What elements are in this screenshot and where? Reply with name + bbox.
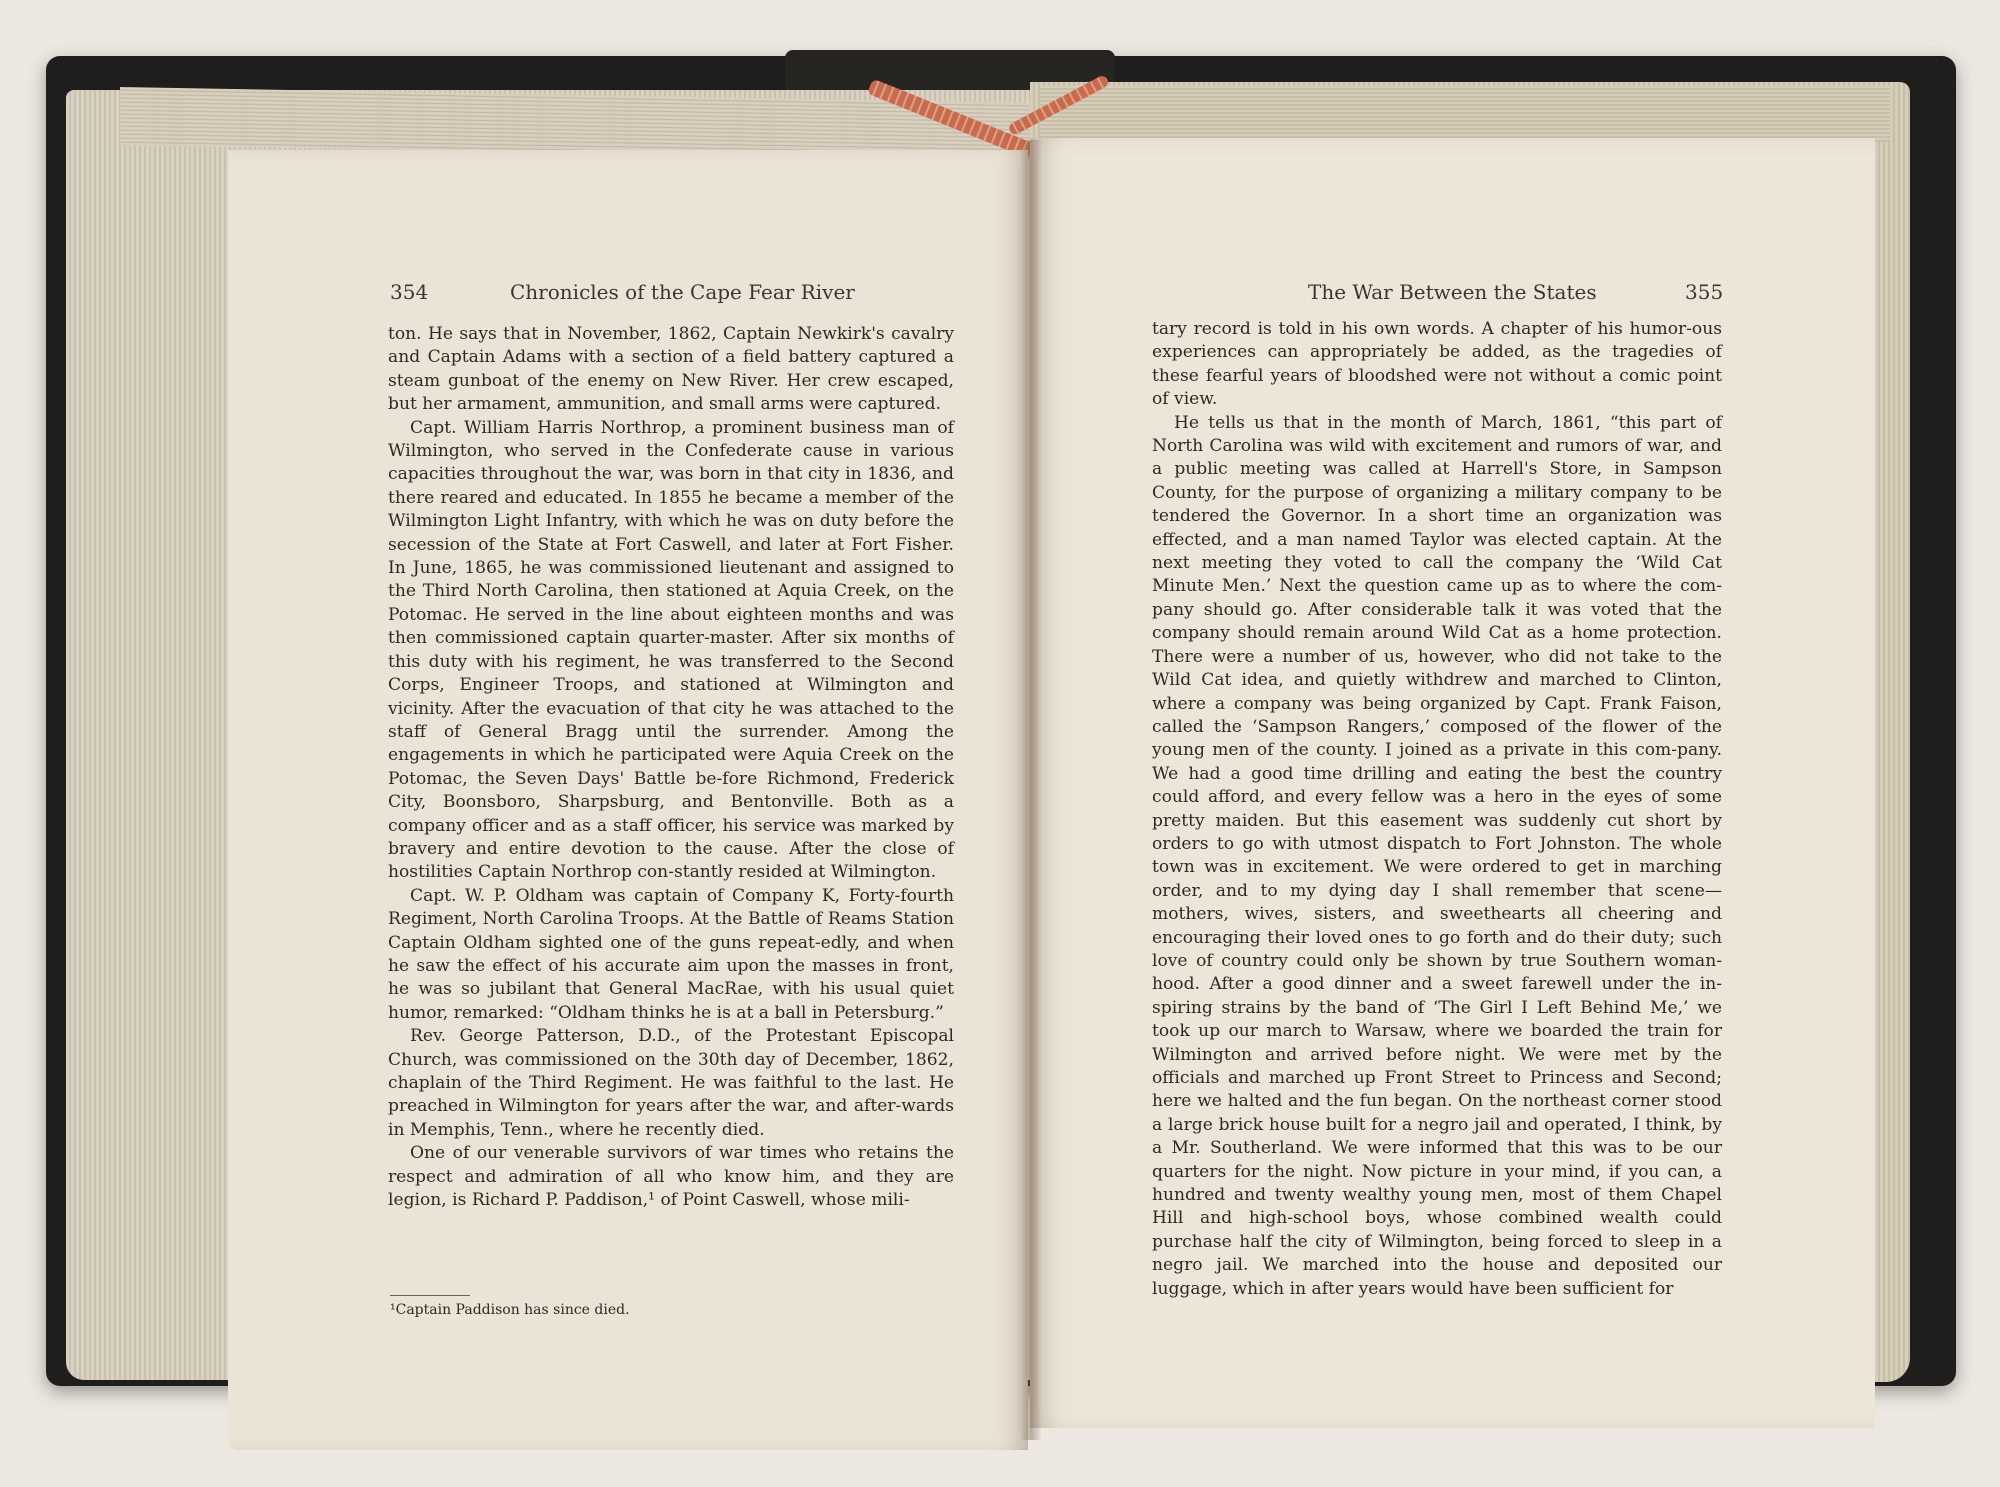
- left-running-head: Chronicles of the Cape Fear River: [510, 280, 855, 304]
- footnote: ¹Captain Paddison has since died.: [390, 1302, 630, 1318]
- left-page-body: [388, 323, 954, 1212]
- left-paragraph: Rev. George Patterson, D.D., of the Protestant Episcopal Church, was commissioned on the 30th day of December, 1862, chaplain of the Third Regiment. He was faithful to the last. He preached in Wilmington for years after the war, and after-wards in Memphis, Tenn., where he recently died.: [388, 1026, 954, 1140]
- left-paragraph: Capt. William Harris Northrop, a prominent business man of Wilmington, who served in the Confederate cause in various capacities throughout the war, was born in that city in 1836, and there reared and educated. In 1855 he became a member of the Wilmington Light Infantry, with which he was on duty before the secession of the State at Fort Caswell, and later at Fort Fisher. In June, 1865, he was commissioned lieutenant and assigned to the Third North Carolina, then stationed at Aquia Creek, on the Potomac. He served in the line about eighteen months and was then commissioned captain quarter-master. After six months of this duty with his regiment, he was transferred to the Second Corps, Engineer Troops, and stationed at Wilmington and vicinity. After the evacuation of that city he was attached to the staff of General Bragg until the surrender. Among the engagements in which he participated were Aquia Creek on the Potomac, the Seven Days' Battle be-fore Richmond, Frederick City, Boonsboro, Sharpsburg, and Bentonville. Both as a company officer and as a staff officer, his service was marked by bravery and entire devotion to the cause. After the close of hostilities Captain Northrop con-stantly resided at Wilmington.: [388, 417, 954, 883]
- left-page-number: 354: [390, 280, 429, 304]
- left-paragraph: ton. He says that in November, 1862, Captain Newkirk's cavalry and Captain Adams with a section of a field battery captured a steam gunboat of the enemy on New River. Her crew escaped, but her armament, ammunition, and small arms were captured.: [388, 324, 954, 415]
- right-top-page-edges: [1040, 86, 1890, 142]
- right-running-head: The War Between the States: [1308, 280, 1597, 304]
- footnote-rule: [390, 1295, 470, 1296]
- right-paragraph: He tells us that in the month of March, 1861, “this part of North Carolina was wild with excitement and rumors of war, and a public meeting was called at Harrell's Store, in Sampson County, for the purpose of organizing a military company to be tendered the Governor. In a short time an organization was effected, and a man named Taylor was elected captain. At the next meeting they voted to call the company the ‘Wild Cat Minute Men.’ Next the question came up as to where the com-pany should go. After considerable talk it was voted that the company should remain around Wild Cat as a home protection. There were a number of us, however, who did not take to the Wild Cat idea, and quietly withdrew and marched to Clinton, where a company was being organized by Capt. Frank Faison, called the ‘Sampson Rangers,’ composed of the flower of the young men of the county. I joined as a private in this com-pany. We had a good time drilling and eating the best the country could afford, and every fellow was a hero in the eyes of some pretty maiden. But this easement was suddenly cut short by orders to go with utmost dispatch to Fort Johnston. The whole town was in excitement. We were ordered to get in marching order, and to my dying day I shall remember that scene—mothers, wives, sisters, and sweethearts all cheering and encouraging their loved ones to go forth and do their duty; such love of country could only be shown by true Southern woman-hood. After a good dinner and a sweet farewell under the in-spiring strains by the band of ‘The Girl I Left Behind Me,’ we took up our march to Warsaw, where we boarded the train for Wilmington and arrived before night. We were met by the officials and marched up Front Street to Princess and Second; here we halted and the fun began. On the northeast corner stood a large brick house built for a negro jail and operated, I think, by a Mr. Southerland. We were informed that this was to be our quarters for the night. Now picture in your mind, if you can, a hundred and twenty wealthy young men, most of them Chapel Hill and high-school boys, whose combined wealth could purchase half the city of Wilmington, being forced to sleep in a negro jail. We marched into the house and deposited our luggage, which in after years would have been sufficient for: [1152, 412, 1722, 1299]
- right-paragraph: tary record is told in his own words. A chapter of his humor-ous experiences can appropriately be added, as the tragedies of these fearful years of bloodshed were not without a comic point of view.: [1152, 319, 1722, 410]
- right-page-number: 355: [1685, 280, 1724, 304]
- right-page-body: [1152, 318, 1722, 1301]
- left-paragraph: One of our venerable survivors of war times who retains the respect and admiration of all who know him, and they are legion, is Richard P. Paddison,¹ of Point Caswell, whose mili-: [388, 1143, 954, 1211]
- gutter-shadow: [1020, 140, 1042, 1440]
- left-paragraph: Capt. W. P. Oldham was captain of Company K, Forty-fourth Regiment, North Carolina Troops. At the Battle of Reams Station Captain Oldham sighted one of the guns repeat-edly, and when he saw the effect of his accurate aim upon the masses in front, he was so jubilant that General MacRae, with his usual quiet humor, remarked: “Oldham thinks he is at a ball in Petersburg.”: [388, 885, 954, 1023]
